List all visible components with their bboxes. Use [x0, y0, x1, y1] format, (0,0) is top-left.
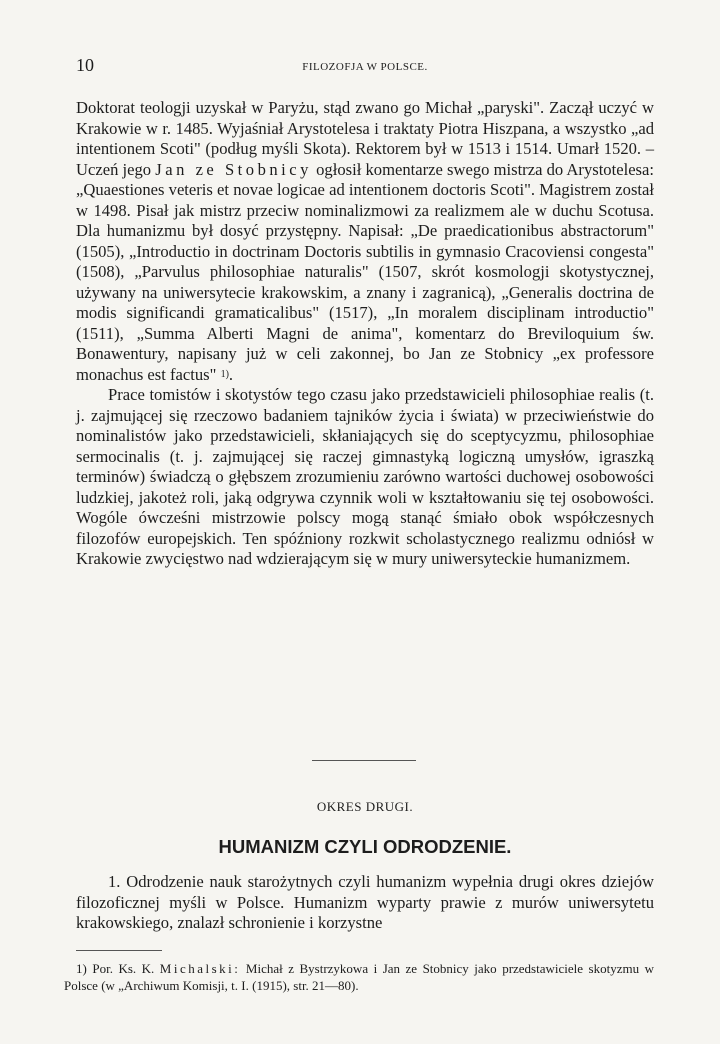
section-separator: [312, 760, 416, 761]
footnote-rule: [76, 950, 162, 951]
paragraph-1: [76, 98, 654, 385]
paragraph-1-part-b: ogłosił komentarze swego mistrza do Arystotelesa: „Quaestiones veteris et novae logicae ad intentionem doctoris Scoti". Magistrem został w 1498. Pisał jak mistrz przeciw nominalizmowi za realizmem ale w duchu Scotusa. Dla humanizmu był dosyć przystępny. Napisał: „De praedicationibus abstractorum" (1505), „Introductio in doctrinam Doctoris subtilis in gymnasio Cracoviensi congesta" (1508), „Parvulus philosophiae naturalis" (1507, skrót kosmologji skotystycznej, używany na uniwersytecie krakowskim, a znany i zagranicą), „Generalis doctrina de modis significandi gramaticalibus" (1517), „In moralem disciplinam introductio" (1511), „Summa Alberti Magni de anima", komentarz do Breviloquium św. Bonawentury, napisany już w celi zakonnej, bo Jan ze Stobnicy „ex professore monachus est factus": [76, 159, 654, 384]
page-number: 10: [76, 55, 94, 75]
paragraph-1-part-c: .: [228, 364, 234, 384]
chapter-title: HUMANIZM CZYLI ODRODZENIE.: [218, 836, 512, 857]
person-name: Jan ze Stobnicy: [155, 159, 312, 179]
chapter-body: [76, 872, 654, 934]
paragraph-2: Prace tomistów i skotystów tego czasu jako przedstawicieli philosophiae realis (t. j. zajmującej się rzeczowo badaniem tajników życia i świata) w przeciwieństwie do nominalistów jako przedstawicieli, skłaniających się do sceptycyzmu, philosophiae sermocinalis (t. j. zajmującej się raczej gimnastyką logiczną umysłów, igraszką terminów) świadczą o głębszem zrozumieniu zarówno wartości duchowej osobowości ludzkiej, jakoteż roli, jaką odgrywa czynnik woli w kształtowaniu się tej osobowości. Wogóle ówcześni mistrzowie polscy mogą stanąć śmiało obok współczesnych filozofów europejskich. Ten spóźniony rozkwit scholastycznego realizmu odniósł w Krakowie zwycięstwo nad wdzierającym się w mury uniwersyteckie humanizmem.: [76, 385, 654, 568]
footnote-text: Michał z Bystrzykowa i Jan ze Stobnicy jako przedstawiciele skotyzmu w Polsce (w „Archiwum Komisji, t. I. (1915), str. 21—80).: [64, 961, 654, 993]
running-head: FILOZOFJA W POLSCE.: [302, 61, 428, 73]
footnote-prefix: Por. Ks. K.: [86, 961, 160, 976]
footnote-author: Michalski:: [159, 961, 241, 976]
footnote-marker: 1): [76, 961, 87, 976]
paragraph-3: 1. Odrodzenie nauk starożytnych czyli humanizm wypełnia drugi okres dziejów filozoficznej myśli w Polsce. Humanizm wyparty prawie z murów uniwersytetu krakowskiego, znalazł schronienie i korzystne: [76, 872, 654, 932]
page-header: [76, 55, 654, 77]
body-text: [76, 98, 654, 570]
chapter-label: OKRES DRUGI.: [316, 799, 414, 814]
footnote: [64, 960, 654, 994]
paragraph-1-part-a: Doktorat teologji uzyskał w Paryżu, stąd zwano go Michał „paryski". Zaczął uczyć w Krakowie w r. 1485. Wyjaśniał Arystotelesa i traktaty Piotra Hiszpana, a wszystko „ad intentionem Scoti" (podług myśli Skota). Rektorem był w 1513 i 1514. Umarł 1520. – Uczeń jego: [76, 98, 654, 179]
footnote-reference: 1): [220, 368, 229, 380]
